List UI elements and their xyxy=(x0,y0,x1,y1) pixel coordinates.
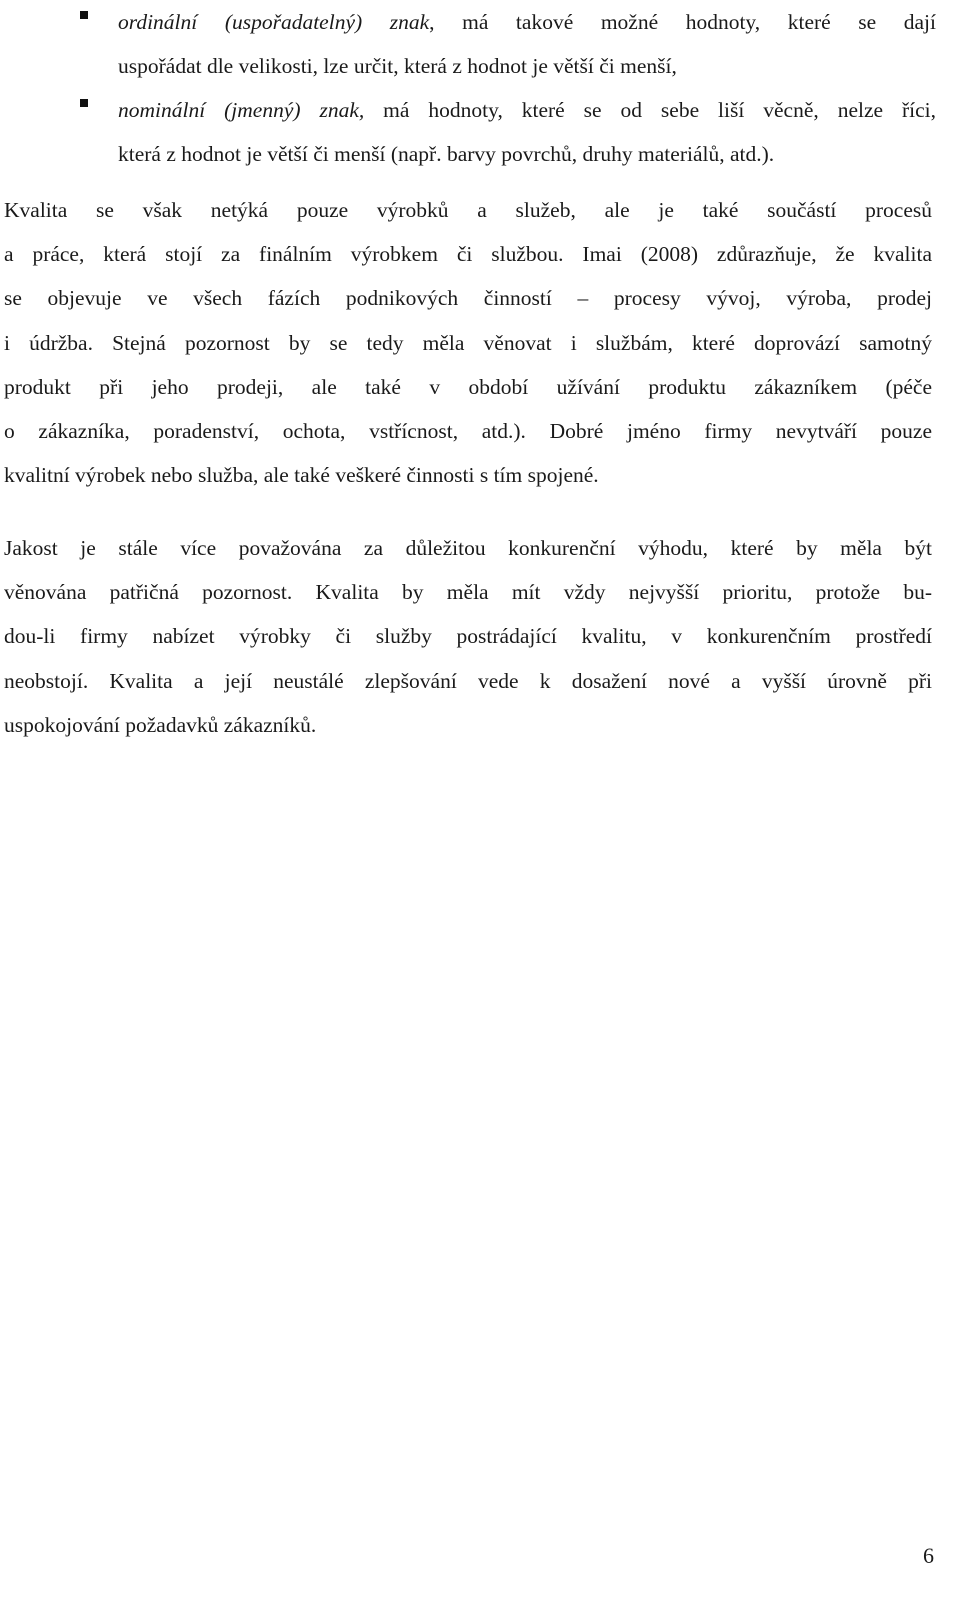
square-bullet-icon xyxy=(80,11,88,19)
bullet-line: uspořádat dle velikosti, lze určit, která z hodnot je větší či menší, xyxy=(118,54,677,78)
paragraph-line: i údržba. Stejná pozornost by se tedy měla věnovat i službám, které doprovází samotný xyxy=(4,330,932,355)
paragraph-line: se objevuje ve všech fázích podnikových činností – procesy vývoj, výroba, prodej xyxy=(4,286,932,311)
bullet-list xyxy=(0,0,936,176)
bullet-line xyxy=(118,88,936,132)
paragraph-quality-processes xyxy=(4,188,932,497)
page-number: 6 xyxy=(923,1543,934,1568)
bullet-item-ordinal xyxy=(0,0,936,88)
bullet-line xyxy=(118,0,936,44)
paragraph-line: kvalitní výrobek nebo služba, ale také veškeré činnosti s tím spojené. xyxy=(4,463,599,488)
paragraph-line: neobstojí. Kvalita a její neustálé zlepšování vede k dosažení nové a vyšší úrovně při xyxy=(4,668,932,693)
term-ordinal: ordinální (uspořadatelný) znak xyxy=(118,10,430,34)
paragraph-line: Jakost je stále více považována za důležitou konkurenční výhodu, které by měla být xyxy=(4,536,932,560)
paragraph-quality-advantage xyxy=(4,526,932,747)
paragraph-line: Kvalita se však netýká pouze výrobků a služeb, ale je také součástí procesů xyxy=(4,198,932,222)
paragraph-line: věnována patřičná pozornost. Kvalita by měla mít vždy nejvyšší prioritu, protože bu- xyxy=(4,580,932,605)
paragraph-line: uspokojování požadavků zákazníků. xyxy=(4,712,317,737)
paragraph-line: o zákazníka, poradenství, ochota, vstřícnost, atd.). Dobré jméno firmy nevytváří pouze xyxy=(4,419,932,444)
paragraph-line: dou-li firmy nabízet výrobky či služby postrádající kvalitu, v konkurenčním prostředí xyxy=(4,624,932,649)
paragraph-line: produkt při jeho prodeji, ale také v období užívání produktu zákazníkem (péče xyxy=(4,374,932,399)
bullet-text: má hodnoty, které se od sebe liší věcně, nelze říci, xyxy=(364,98,936,122)
bullet-line: která z hodnot je větší či menší (např. barvy povrchů, druhy materiálů, atd.). xyxy=(118,142,775,166)
term-nominal: nominální (jmenný) znak, xyxy=(118,98,365,122)
square-bullet-icon xyxy=(80,99,88,107)
bullet-item-nominal xyxy=(0,88,936,176)
paragraph-line: a práce, která stojí za finálním výrobkem či službou. Imai (2008) zdůrazňuje, že kvalita xyxy=(4,242,932,267)
bullet-text: , má takové možné hodnoty, které se dají xyxy=(429,10,936,34)
